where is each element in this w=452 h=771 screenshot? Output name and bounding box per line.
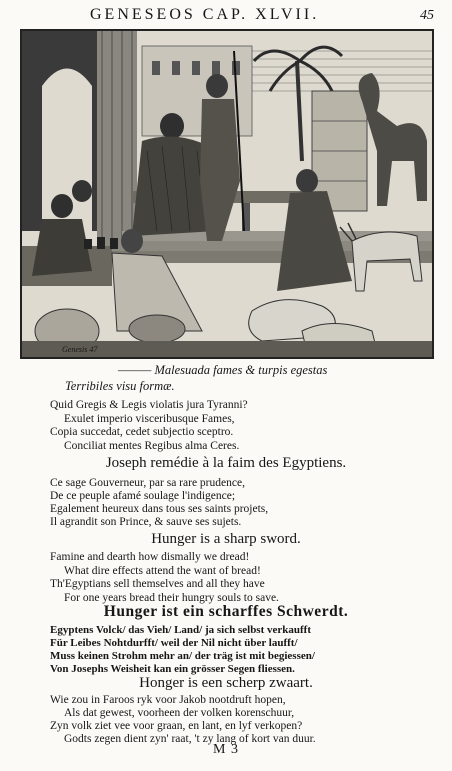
verse-line: Exulet imperio visceribusque Fames,	[64, 412, 235, 425]
motto-line-2: Terribiles visu formæ.	[65, 379, 175, 393]
french-heading: Joseph remédie à la faim des Egyptiens.	[105, 455, 347, 471]
german-heading: Hunger ist ein scharffes Schwerdt.	[103, 603, 349, 620]
verse-line: For one years bread their hungry souls to save.	[64, 591, 279, 604]
english-heading: Hunger is a sharp sword.	[151, 531, 301, 547]
plate-caption: Genesis 47	[62, 345, 98, 354]
motto-line-1: ——— Malesuada fames & turpis egestas	[118, 363, 328, 377]
verse-line: Egyptens Volck/ das Vieh/ Land/ ja sich selbst verkaufft	[50, 624, 311, 636]
verse-line: Conciliat mentes Regibus alma Ceres.	[64, 439, 240, 452]
verse-line: What dire effects attend the want of bread!	[64, 564, 261, 577]
dutch-heading: Honger is een scherp zwaart.	[139, 675, 313, 691]
english-verse	[50, 551, 452, 605]
verse-line: Zyn volk ziet vee voor graan, en lant, en lyf verkopen?	[50, 720, 303, 732]
dutch-verse	[50, 694, 452, 746]
verse-line: De ce peuple afamé soulage l'indigence;	[50, 490, 236, 502]
verse-line: Für Leibes Nohtdurfft/ weil der Nil nicht über laufft/	[50, 637, 298, 649]
verse-line: Als dat gewest, voorheen der volken korenschuur,	[64, 707, 295, 719]
verse-line: Il agrandit son Prince, & sauve ses sujets.	[50, 516, 242, 528]
page-number: 45	[420, 8, 434, 23]
verse-line: Von Josephs Weisheit kan ein grösser Segen fliessen.	[50, 663, 295, 675]
german-verse	[50, 624, 452, 676]
french-verse	[50, 477, 452, 529]
header-title: GENESEOS CAP. XLVII.	[90, 6, 320, 23]
verse-line: Egalement heureux dans tous ses saints projets,	[50, 503, 269, 515]
latin-verse	[50, 399, 452, 453]
verse-line: Quid Gregis & Legis violatis jura Tyranni?	[50, 399, 248, 411]
engraving-illustration	[22, 31, 432, 357]
verse-line: Godts zegen dient zyn' raat, 't zy lang of kort van duur.	[64, 733, 316, 745]
verse-line: Famine and dearth how dismally we dread!	[50, 551, 250, 563]
verse-line: Th'Egyptians sell themselves and all they have	[50, 578, 265, 590]
running-header	[0, 6, 452, 28]
verse-line: Muss keinen Strohm mehr an/ der träg ist mit begiessen/	[50, 650, 315, 662]
engraving-plate	[20, 29, 434, 359]
signature-mark: M 3	[213, 742, 239, 757]
verse-line: Copia succedat, cedet subjectio sceptro.	[50, 426, 234, 438]
verse-line: Ce sage Gouverneur, par sa rare prudence,	[50, 477, 245, 489]
verse-line: Wie zou in Faroos ryk voor Jakob nootdruft hopen,	[50, 694, 286, 706]
